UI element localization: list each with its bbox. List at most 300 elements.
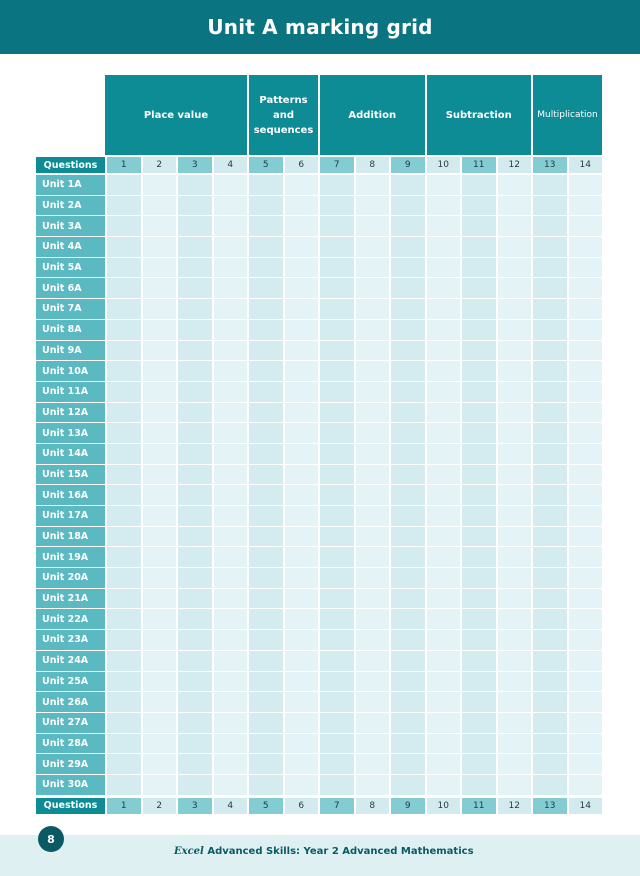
mark-cell[interactable] (212, 299, 248, 320)
mark-cell[interactable] (389, 734, 425, 755)
mark-cell[interactable] (176, 278, 212, 299)
mark-cell[interactable] (105, 609, 141, 630)
mark-cell[interactable] (531, 361, 567, 382)
mark-cell[interactable] (283, 403, 319, 424)
mark-cell[interactable] (283, 527, 319, 548)
mark-cell[interactable] (176, 423, 212, 444)
mark-cell[interactable] (389, 237, 425, 258)
mark-cell[interactable] (212, 382, 248, 403)
mark-cell[interactable] (567, 299, 603, 320)
mark-cell[interactable] (318, 320, 354, 341)
mark-cell[interactable] (247, 713, 283, 734)
mark-cell[interactable] (141, 423, 177, 444)
mark-cell[interactable] (247, 775, 283, 796)
mark-cell[interactable] (247, 754, 283, 775)
mark-cell[interactable] (567, 465, 603, 486)
mark-cell[interactable] (212, 341, 248, 362)
mark-cell[interactable] (496, 485, 532, 506)
mark-cell[interactable] (283, 568, 319, 589)
mark-cell[interactable] (141, 672, 177, 693)
mark-cell[interactable] (176, 258, 212, 279)
mark-cell[interactable] (283, 651, 319, 672)
mark-cell[interactable] (496, 713, 532, 734)
mark-cell[interactable] (354, 382, 390, 403)
mark-cell[interactable] (141, 547, 177, 568)
mark-cell[interactable] (460, 175, 496, 196)
mark-cell[interactable] (389, 341, 425, 362)
mark-cell[interactable] (425, 258, 461, 279)
mark-cell[interactable] (247, 506, 283, 527)
mark-cell[interactable] (389, 320, 425, 341)
mark-cell[interactable] (567, 527, 603, 548)
mark-cell[interactable] (460, 299, 496, 320)
mark-cell[interactable] (531, 734, 567, 755)
mark-cell[interactable] (247, 196, 283, 217)
mark-cell[interactable] (283, 547, 319, 568)
mark-cell[interactable] (425, 692, 461, 713)
mark-cell[interactable] (283, 196, 319, 217)
mark-cell[interactable] (531, 341, 567, 362)
mark-cell[interactable] (531, 527, 567, 548)
mark-cell[interactable] (212, 175, 248, 196)
mark-cell[interactable] (354, 609, 390, 630)
mark-cell[interactable] (212, 216, 248, 237)
mark-cell[interactable] (318, 175, 354, 196)
mark-cell[interactable] (176, 527, 212, 548)
mark-cell[interactable] (283, 361, 319, 382)
mark-cell[interactable] (283, 382, 319, 403)
mark-cell[interactable] (318, 527, 354, 548)
mark-cell[interactable] (141, 278, 177, 299)
mark-cell[interactable] (141, 651, 177, 672)
mark-cell[interactable] (354, 278, 390, 299)
mark-cell[interactable] (567, 216, 603, 237)
mark-cell[interactable] (425, 651, 461, 672)
mark-cell[interactable] (318, 672, 354, 693)
mark-cell[interactable] (531, 506, 567, 527)
mark-cell[interactable] (531, 672, 567, 693)
mark-cell[interactable] (389, 382, 425, 403)
mark-cell[interactable] (354, 527, 390, 548)
mark-cell[interactable] (496, 299, 532, 320)
mark-cell[interactable] (283, 630, 319, 651)
mark-cell[interactable] (212, 278, 248, 299)
mark-cell[interactable] (176, 444, 212, 465)
mark-cell[interactable] (354, 692, 390, 713)
mark-cell[interactable] (105, 258, 141, 279)
mark-cell[interactable] (105, 361, 141, 382)
mark-cell[interactable] (176, 382, 212, 403)
mark-cell[interactable] (176, 754, 212, 775)
mark-cell[interactable] (460, 258, 496, 279)
mark-cell[interactable] (354, 320, 390, 341)
mark-cell[interactable] (389, 630, 425, 651)
mark-cell[interactable] (389, 527, 425, 548)
mark-cell[interactable] (105, 568, 141, 589)
mark-cell[interactable] (318, 299, 354, 320)
mark-cell[interactable] (389, 175, 425, 196)
mark-cell[interactable] (105, 237, 141, 258)
mark-cell[interactable] (176, 568, 212, 589)
mark-cell[interactable] (354, 630, 390, 651)
mark-cell[interactable] (425, 196, 461, 217)
mark-cell[interactable] (460, 547, 496, 568)
mark-cell[interactable] (247, 237, 283, 258)
mark-cell[interactable] (318, 630, 354, 651)
mark-cell[interactable] (176, 651, 212, 672)
mark-cell[interactable] (212, 547, 248, 568)
mark-cell[interactable] (460, 754, 496, 775)
mark-cell[interactable] (389, 775, 425, 796)
mark-cell[interactable] (212, 237, 248, 258)
mark-cell[interactable] (105, 341, 141, 362)
mark-cell[interactable] (389, 196, 425, 217)
mark-cell[interactable] (247, 485, 283, 506)
mark-cell[interactable] (531, 775, 567, 796)
mark-cell[interactable] (425, 382, 461, 403)
mark-cell[interactable] (318, 382, 354, 403)
mark-cell[interactable] (283, 465, 319, 486)
mark-cell[interactable] (141, 258, 177, 279)
mark-cell[interactable] (354, 216, 390, 237)
mark-cell[interactable] (212, 630, 248, 651)
mark-cell[interactable] (460, 216, 496, 237)
mark-cell[interactable] (141, 754, 177, 775)
mark-cell[interactable] (531, 465, 567, 486)
mark-cell[interactable] (141, 713, 177, 734)
mark-cell[interactable] (496, 403, 532, 424)
mark-cell[interactable] (105, 382, 141, 403)
mark-cell[interactable] (354, 403, 390, 424)
mark-cell[interactable] (318, 754, 354, 775)
mark-cell[interactable] (567, 320, 603, 341)
mark-cell[interactable] (176, 692, 212, 713)
mark-cell[interactable] (318, 278, 354, 299)
mark-cell[interactable] (354, 754, 390, 775)
mark-cell[interactable] (176, 175, 212, 196)
mark-cell[interactable] (283, 341, 319, 362)
mark-cell[interactable] (531, 196, 567, 217)
mark-cell[interactable] (247, 568, 283, 589)
mark-cell[interactable] (389, 278, 425, 299)
mark-cell[interactable] (567, 630, 603, 651)
mark-cell[interactable] (318, 775, 354, 796)
mark-cell[interactable] (389, 609, 425, 630)
mark-cell[interactable] (496, 216, 532, 237)
mark-cell[interactable] (318, 258, 354, 279)
mark-cell[interactable] (212, 465, 248, 486)
mark-cell[interactable] (425, 278, 461, 299)
mark-cell[interactable] (567, 568, 603, 589)
mark-cell[interactable] (105, 299, 141, 320)
mark-cell[interactable] (105, 527, 141, 548)
mark-cell[interactable] (425, 216, 461, 237)
mark-cell[interactable] (567, 506, 603, 527)
mark-cell[interactable] (425, 237, 461, 258)
mark-cell[interactable] (567, 444, 603, 465)
mark-cell[interactable] (460, 465, 496, 486)
mark-cell[interactable] (460, 361, 496, 382)
mark-cell[interactable] (567, 196, 603, 217)
mark-cell[interactable] (247, 589, 283, 610)
mark-cell[interactable] (567, 713, 603, 734)
mark-cell[interactable] (176, 547, 212, 568)
mark-cell[interactable] (354, 258, 390, 279)
mark-cell[interactable] (567, 734, 603, 755)
mark-cell[interactable] (496, 444, 532, 465)
mark-cell[interactable] (283, 506, 319, 527)
mark-cell[interactable] (496, 320, 532, 341)
mark-cell[interactable] (567, 651, 603, 672)
mark-cell[interactable] (212, 506, 248, 527)
mark-cell[interactable] (531, 423, 567, 444)
mark-cell[interactable] (531, 651, 567, 672)
mark-cell[interactable] (460, 589, 496, 610)
mark-cell[interactable] (105, 403, 141, 424)
mark-cell[interactable] (496, 341, 532, 362)
mark-cell[interactable] (141, 361, 177, 382)
mark-cell[interactable] (531, 754, 567, 775)
mark-cell[interactable] (460, 444, 496, 465)
mark-cell[interactable] (531, 258, 567, 279)
mark-cell[interactable] (531, 320, 567, 341)
mark-cell[interactable] (354, 196, 390, 217)
mark-cell[interactable] (460, 775, 496, 796)
mark-cell[interactable] (212, 423, 248, 444)
mark-cell[interactable] (567, 361, 603, 382)
mark-cell[interactable] (460, 651, 496, 672)
mark-cell[interactable] (425, 361, 461, 382)
mark-cell[interactable] (176, 506, 212, 527)
mark-cell[interactable] (389, 754, 425, 775)
mark-cell[interactable] (141, 485, 177, 506)
mark-cell[interactable] (425, 341, 461, 362)
mark-cell[interactable] (425, 589, 461, 610)
mark-cell[interactable] (105, 651, 141, 672)
mark-cell[interactable] (283, 485, 319, 506)
mark-cell[interactable] (212, 651, 248, 672)
mark-cell[interactable] (318, 734, 354, 755)
mark-cell[interactable] (389, 423, 425, 444)
mark-cell[interactable] (389, 299, 425, 320)
mark-cell[interactable] (141, 775, 177, 796)
mark-cell[interactable] (425, 465, 461, 486)
mark-cell[interactable] (105, 423, 141, 444)
mark-cell[interactable] (425, 672, 461, 693)
mark-cell[interactable] (247, 423, 283, 444)
mark-cell[interactable] (389, 485, 425, 506)
mark-cell[interactable] (389, 589, 425, 610)
mark-cell[interactable] (318, 361, 354, 382)
mark-cell[interactable] (105, 278, 141, 299)
mark-cell[interactable] (318, 237, 354, 258)
mark-cell[interactable] (283, 692, 319, 713)
mark-cell[interactable] (247, 382, 283, 403)
mark-cell[interactable] (212, 609, 248, 630)
mark-cell[interactable] (354, 361, 390, 382)
mark-cell[interactable] (460, 609, 496, 630)
mark-cell[interactable] (283, 775, 319, 796)
mark-cell[interactable] (354, 341, 390, 362)
mark-cell[interactable] (354, 672, 390, 693)
mark-cell[interactable] (425, 506, 461, 527)
mark-cell[interactable] (389, 568, 425, 589)
mark-cell[interactable] (283, 237, 319, 258)
mark-cell[interactable] (389, 547, 425, 568)
mark-cell[interactable] (105, 196, 141, 217)
mark-cell[interactable] (283, 754, 319, 775)
mark-cell[interactable] (425, 568, 461, 589)
mark-cell[interactable] (247, 444, 283, 465)
mark-cell[interactable] (283, 258, 319, 279)
mark-cell[interactable] (318, 341, 354, 362)
mark-cell[interactable] (496, 465, 532, 486)
mark-cell[interactable] (212, 775, 248, 796)
mark-cell[interactable] (141, 630, 177, 651)
mark-cell[interactable] (141, 609, 177, 630)
mark-cell[interactable] (318, 692, 354, 713)
mark-cell[interactable] (141, 299, 177, 320)
mark-cell[interactable] (460, 320, 496, 341)
mark-cell[interactable] (425, 320, 461, 341)
mark-cell[interactable] (389, 258, 425, 279)
mark-cell[interactable] (531, 485, 567, 506)
mark-cell[interactable] (247, 320, 283, 341)
mark-cell[interactable] (212, 258, 248, 279)
mark-cell[interactable] (567, 609, 603, 630)
mark-cell[interactable] (425, 403, 461, 424)
mark-cell[interactable] (141, 506, 177, 527)
mark-cell[interactable] (176, 672, 212, 693)
mark-cell[interactable] (354, 547, 390, 568)
mark-cell[interactable] (318, 444, 354, 465)
mark-cell[interactable] (105, 485, 141, 506)
mark-cell[interactable] (176, 589, 212, 610)
mark-cell[interactable] (318, 547, 354, 568)
mark-cell[interactable] (496, 775, 532, 796)
mark-cell[interactable] (247, 734, 283, 755)
mark-cell[interactable] (425, 754, 461, 775)
mark-cell[interactable] (318, 506, 354, 527)
mark-cell[interactable] (212, 713, 248, 734)
mark-cell[interactable] (496, 423, 532, 444)
mark-cell[interactable] (176, 361, 212, 382)
mark-cell[interactable] (567, 341, 603, 362)
mark-cell[interactable] (389, 506, 425, 527)
mark-cell[interactable] (496, 651, 532, 672)
mark-cell[interactable] (212, 568, 248, 589)
mark-cell[interactable] (212, 589, 248, 610)
mark-cell[interactable] (212, 734, 248, 755)
mark-cell[interactable] (176, 299, 212, 320)
mark-cell[interactable] (389, 713, 425, 734)
mark-cell[interactable] (176, 237, 212, 258)
mark-cell[interactable] (176, 609, 212, 630)
mark-cell[interactable] (141, 196, 177, 217)
mark-cell[interactable] (105, 175, 141, 196)
mark-cell[interactable] (460, 485, 496, 506)
mark-cell[interactable] (247, 692, 283, 713)
mark-cell[interactable] (531, 568, 567, 589)
mark-cell[interactable] (460, 672, 496, 693)
mark-cell[interactable] (247, 258, 283, 279)
mark-cell[interactable] (247, 175, 283, 196)
mark-cell[interactable] (496, 630, 532, 651)
mark-cell[interactable] (283, 444, 319, 465)
mark-cell[interactable] (105, 506, 141, 527)
mark-cell[interactable] (141, 320, 177, 341)
mark-cell[interactable] (531, 589, 567, 610)
mark-cell[interactable] (389, 651, 425, 672)
mark-cell[interactable] (176, 775, 212, 796)
mark-cell[interactable] (105, 465, 141, 486)
mark-cell[interactable] (105, 630, 141, 651)
mark-cell[interactable] (176, 216, 212, 237)
mark-cell[interactable] (141, 692, 177, 713)
mark-cell[interactable] (496, 547, 532, 568)
mark-cell[interactable] (531, 609, 567, 630)
mark-cell[interactable] (318, 713, 354, 734)
mark-cell[interactable] (247, 630, 283, 651)
mark-cell[interactable] (354, 423, 390, 444)
mark-cell[interactable] (354, 506, 390, 527)
mark-cell[interactable] (283, 175, 319, 196)
mark-cell[interactable] (496, 589, 532, 610)
mark-cell[interactable] (176, 320, 212, 341)
mark-cell[interactable] (531, 216, 567, 237)
mark-cell[interactable] (283, 609, 319, 630)
mark-cell[interactable] (318, 465, 354, 486)
mark-cell[interactable] (567, 775, 603, 796)
mark-cell[interactable] (496, 506, 532, 527)
mark-cell[interactable] (212, 361, 248, 382)
mark-cell[interactable] (105, 444, 141, 465)
mark-cell[interactable] (567, 258, 603, 279)
mark-cell[interactable] (318, 196, 354, 217)
mark-cell[interactable] (567, 589, 603, 610)
mark-cell[interactable] (460, 382, 496, 403)
mark-cell[interactable] (354, 465, 390, 486)
mark-cell[interactable] (318, 485, 354, 506)
mark-cell[interactable] (141, 341, 177, 362)
mark-cell[interactable] (389, 465, 425, 486)
mark-cell[interactable] (567, 547, 603, 568)
mark-cell[interactable] (247, 609, 283, 630)
mark-cell[interactable] (176, 734, 212, 755)
mark-cell[interactable] (425, 485, 461, 506)
mark-cell[interactable] (460, 278, 496, 299)
mark-cell[interactable] (425, 175, 461, 196)
mark-cell[interactable] (496, 175, 532, 196)
mark-cell[interactable] (283, 299, 319, 320)
mark-cell[interactable] (354, 299, 390, 320)
mark-cell[interactable] (389, 403, 425, 424)
mark-cell[interactable] (283, 320, 319, 341)
mark-cell[interactable] (247, 299, 283, 320)
mark-cell[interactable] (283, 713, 319, 734)
mark-cell[interactable] (141, 568, 177, 589)
mark-cell[interactable] (247, 403, 283, 424)
mark-cell[interactable] (389, 672, 425, 693)
mark-cell[interactable] (389, 361, 425, 382)
mark-cell[interactable] (531, 382, 567, 403)
mark-cell[interactable] (105, 775, 141, 796)
mark-cell[interactable] (460, 734, 496, 755)
mark-cell[interactable] (425, 299, 461, 320)
mark-cell[interactable] (105, 734, 141, 755)
mark-cell[interactable] (247, 465, 283, 486)
mark-cell[interactable] (105, 589, 141, 610)
